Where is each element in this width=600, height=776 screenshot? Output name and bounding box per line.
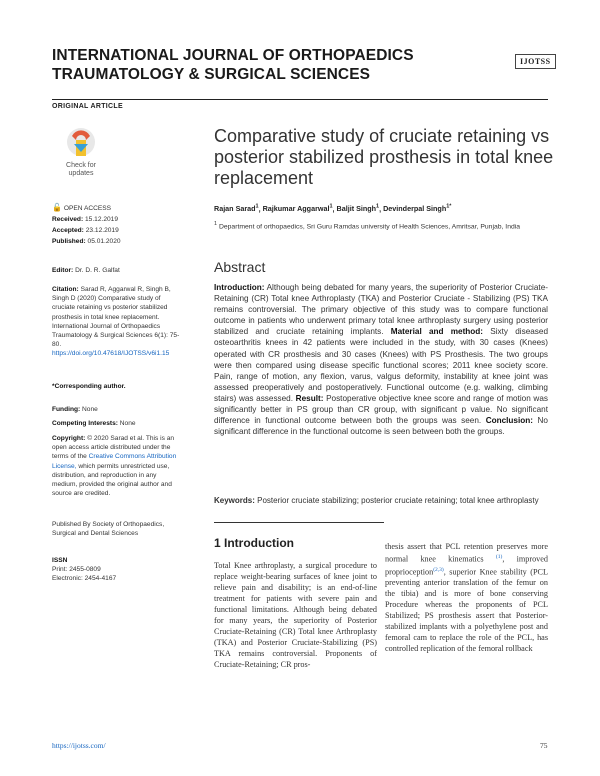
received-label: Received:	[52, 216, 84, 223]
received-date: 15.12.2019	[85, 216, 119, 223]
journal-title-line1: INTERNATIONAL JOURNAL OF ORTHOPAEDICS	[52, 47, 414, 64]
intro-col2-text-b: , improved proprioception	[385, 554, 548, 577]
reference-link[interactable]: (2,3)	[433, 566, 444, 573]
keywords-label: Keywords:	[214, 496, 255, 505]
intro-col2-text-c: , superior Knee stability (PCL preventing anterior translation of the femur on the tibia) and is more of bone conserving Procedure whereas the proponents of PCL Stabilized; PS prosthesis assert that Posterior-stabilized implants with a polyethylene post and femoral cam to replace the role of the PCL, has controlled replication of the femoral rollback	[385, 567, 548, 654]
author-sup: 1*	[446, 204, 452, 210]
issn-electronic: Electronic: 2454-4167	[52, 575, 117, 583]
editor-label: Editor:	[52, 267, 74, 274]
competing-label: Competing Interests:	[52, 420, 118, 427]
issn-label: ISSN	[52, 557, 68, 564]
author-name: Baljit Singh	[336, 204, 377, 214]
keywords-text: Posterior cruciate stabilizing; posterior cruciate retaining; total knee arthroplasty	[257, 496, 539, 505]
citation-text: Sarad R, Aggarwal R, Singh B, Singh D (2020) Comparative study of cruciate retaining vs posterior stabilized prosthesis in total knee replacement. International Journal of Orthopaedics Traumatology & Surgical Sciences 6(1): 75-80.	[52, 286, 180, 349]
citation	[52, 285, 180, 359]
section-label: ORIGINAL ARTICLE	[52, 103, 123, 110]
editor-name: Dr. D. R. Galfat	[75, 267, 120, 274]
cc-license-link[interactable]: Creative Commons Attribution License,	[52, 453, 177, 470]
dates	[52, 215, 202, 247]
author[interactable]	[214, 204, 259, 213]
accepted-date: 23.12.2019	[85, 227, 119, 235]
author-sup: 1	[255, 204, 259, 210]
author[interactable]	[383, 204, 451, 213]
issn-print: Print: 2455-0809	[52, 566, 101, 574]
corresponding-asterisk: *	[52, 383, 55, 390]
check-for-updates-line1: Check for	[66, 162, 96, 169]
keywords-divider	[214, 522, 384, 523]
accepted-label: Accepted:	[52, 227, 84, 235]
abstract-body	[214, 282, 548, 437]
check-for-updates-text	[60, 162, 102, 178]
author-name: Rajan Sarad	[214, 204, 256, 214]
corresponding-label: Corresponding author.	[54, 383, 126, 390]
crossmark-icon	[60, 126, 102, 162]
footer-url[interactable]: https://ijotss.com/	[52, 741, 106, 750]
author-name: Devinderpal Singh	[383, 204, 447, 214]
open-access	[52, 203, 202, 213]
publisher: Published By Society of Orthopaedics, Surgical and Dental Sciences	[52, 521, 165, 538]
issn-block	[52, 556, 202, 584]
intro-col2-text-a: thesis assert that PCL retention preserves more normal knee kinematics	[385, 542, 548, 564]
intro-column-2	[385, 541, 548, 654]
open-access-lock-icon: 🔓	[52, 203, 62, 212]
copyright	[52, 434, 180, 498]
abstract-method: Sixty diseased osteoarthritis knees in 42 patients were included in the study, with 30 cases (Knees) operated with CR prosthesis and 30 cases (Knees) with PS Prosthesis. The two groups were then compared using disease specific functional scores; 2011 knee society score. Pain, range of motion, any flexion, varus, valgus deformity, instability at knee joint was assessed preoperatively and postoperatively. Functional outcome (e.g. walking, climbing stairs) was assessed.	[214, 327, 549, 403]
copyright-text-end: which permits unrestricted use, distribution, and reproduction in any medium, provided the original author and source are credited.	[52, 462, 172, 498]
affiliation	[214, 220, 544, 231]
copyright-text: © 2020 Sarad et al. This is an open access article distributed under the terms of the	[52, 435, 175, 461]
article-title: Comparative study of cruciate retaining vs posterior stabilized prosthesis in total knee replacement	[214, 126, 554, 188]
author[interactable]	[263, 204, 333, 213]
competing-interests	[52, 419, 202, 428]
abstract-conclusion-label: Conclusion:	[485, 416, 533, 426]
abstract-method-label: Material and method:	[390, 327, 484, 337]
published-date: 05.01.2020	[87, 238, 121, 246]
author-name: Rajkumar Aggarwal	[262, 204, 330, 214]
funding-label: Funding:	[52, 406, 81, 413]
corresponding-author	[52, 382, 202, 391]
check-for-updates-line2: updates	[68, 170, 94, 177]
author-list: Rajan Sarad$^1$, Rajkumar Aggarwal$^1$, Baljit Singh$^1$, Devinderpal Singh$^{1*}$	[214, 204, 452, 214]
page-number: 75	[540, 741, 548, 750]
introduction-heading: 1 Introduction	[214, 536, 294, 550]
author-sup: 1	[329, 204, 333, 210]
header-divider	[52, 99, 548, 100]
intro-column-1: Total Knee arthroplasty, a surgical procedure to replace weight-bearing surfaces of knee joint to relieve pain and disability; is an end-of-line treatment for patients with severe pain and functional limitations. Although being debated for many years, the superiority of Posterior Cruciate-Retaining (CR) Total knee Arthroplasty (TKA) and Posterior Cruciate-Stabilizing (PS) TKA remains controversial. Proponents of Cruciate-Retaining; CR pros-	[214, 561, 377, 669]
affiliation-text: Department of orthopaedics, Sri Guru Ramdas university of Health Sciences, Amritsar, Punjab, India	[218, 223, 521, 231]
affiliation-sup: 1	[214, 221, 218, 227]
abstract-result: Postoperative objective knee score and range of motion was significantly better in PS group than CR group, with significant p value. No significant difference in functional outcome between both the groups was seen.	[214, 393, 548, 426]
citation-label: Citation:	[52, 286, 79, 293]
abstract-result-label: Result:	[295, 393, 324, 403]
keywords	[214, 495, 548, 506]
abstract-intro: Although being debated for many years, the superiority of Posterior Cruciate-Retaining (CR) Total knee Arthroplasty (TKA) and Posterior Cruciate - Stabilizing (PS) TKA remains controversial. The primary objective of this study was to compare functional outcome in patients who underwent primary total knee arthroplasty surgery using posterior stabilized and cruciate retaining implants.	[214, 283, 548, 337]
journal-title-line2: TRAUMATOLOGY & SURGICAL SCIENCES	[52, 66, 371, 83]
funding-value: None	[82, 406, 98, 413]
competing-value: None	[119, 420, 136, 427]
funding	[52, 405, 202, 414]
author-sup: 1	[376, 204, 380, 210]
reference-link[interactable]: (1)	[495, 554, 503, 560]
abstract-intro-label: Introduction:	[214, 283, 265, 292]
author[interactable]	[337, 204, 380, 213]
copyright-label: Copyright:	[52, 435, 86, 442]
abstract-heading: Abstract	[214, 259, 266, 275]
journal-badge: IJOTSS	[515, 54, 556, 69]
editor	[52, 266, 202, 275]
abstract-conclusion: No significant difference in the functional outcome is seen between both the groups.	[214, 416, 548, 437]
journal-title	[52, 46, 482, 84]
check-for-updates-badge[interactable]	[60, 126, 102, 182]
open-access-label: OPEN ACCESS	[63, 205, 112, 212]
citation-doi-link[interactable]: https://doi.org/10.47618/IJOTSS/v6i1.15	[52, 350, 170, 358]
published-label: Published:	[52, 238, 86, 246]
